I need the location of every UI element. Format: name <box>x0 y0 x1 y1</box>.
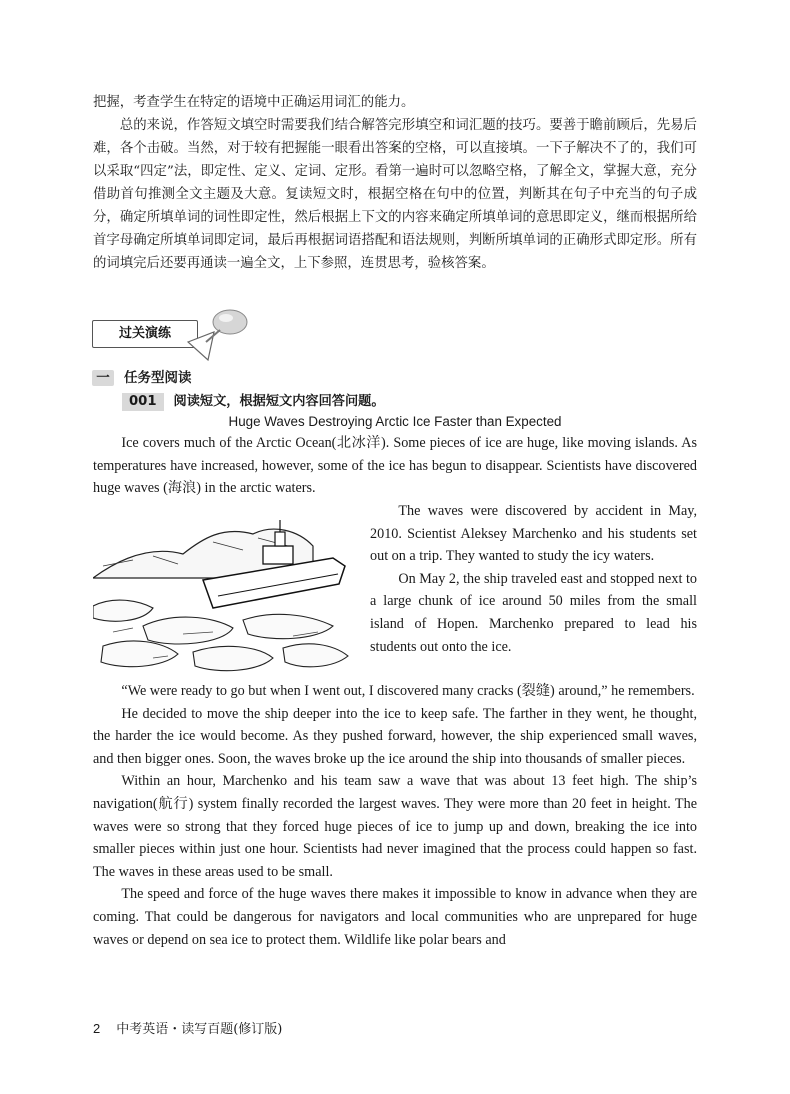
article-paragraph-3: On May 2, the ship traveled east and stopped next to a large chunk of ice around 50 miles from the small island of Hopen. Marchenko prepared to lead his students out onto the ice. <box>370 570 697 655</box>
article-paragraph-6: Within an hour, Marchenko and his team saw a wave that was about 13 feet high. The ship’s navigation(航行) system finally recorded the largest waves. They were more than 20 feet in height. The waves were so strong that they forced huge pieces of ice to jump up and down, breaking the ice into smaller pieces within just one hour. Scientists had never imagined that the process could happen so fast. The waves in these areas used to be small. <box>93 773 697 880</box>
intro-text <box>93 91 697 275</box>
page-footer <box>93 1018 282 1037</box>
section-banner <box>92 302 252 362</box>
pushpin-icon <box>184 302 254 362</box>
article-paragraph-7: The speed and force of the huge waves there makes it impossible to know in advance when they are coming. That could be dangerous for navigators and local communities who are unprepared for huge waves or depend on sea ice to protect them. Wildlife like polar bears and <box>93 886 697 948</box>
task-mark: 一 <box>92 370 114 386</box>
article-main-column <box>93 680 697 951</box>
section-banner-label: 过关演练 <box>92 320 198 348</box>
page-number: 2 <box>93 1021 101 1036</box>
intro-paragraph-2: 总的来说，作答短文填空时需要我们结合解答完形填空和词汇题的技巧。要善于瞻前顾后，先易后难，各个击破。当然，对于较有把握能一眼看出答案的空格，可以直接填。一下子解决不了的，我们可以采取“四定”法，即定性、定义、定词、定形。看第一遍时可以忽略空格，了解全文，掌握大意，充分借助首句推测全文主题及大意。复读短文时，根据空格在句中的位置，判断其在句子中充当的句子成分，确定所填单词的词性即定性，然后根据上下文的内容来确定所填单词的意思即定义，继而根据所给首字母确定所填单词即定词，最后再根据词语搭配和语法规则，判断所填单词的正确形式即定形。所有的词填完后还要再通读一遍全文，上下参照，连贯思考，验核答案。 <box>93 118 697 271</box>
task-heading <box>92 366 192 386</box>
article-side-column <box>370 500 697 658</box>
article-paragraph-5: He decided to move the ship deeper into the ice to keep safe. The farther in they went, he thought, the harder the ice would become. As they pushed forward, however, the ship experienced small waves, and then bigger ones. Soon, the waves broke up the ice around the ship into thousands of smaller pieces. <box>93 705 697 767</box>
article-title: Huge Waves Destroying Arctic Ice Faster than Expected <box>228 414 562 429</box>
exercise-instruction: 阅读短文，根据短文内容回答问题。 <box>173 394 385 409</box>
article-paragraph-1: Ice covers much of the Arctic Ocean(北冰洋). Some pieces of ice are huge, like moving islands. As temperatures have increased, however, some of the ice has begun to disappear. Scientists have discovered huge waves (海浪) in the arctic waters. <box>93 435 697 497</box>
article-paragraph-1-wrap <box>93 432 697 500</box>
article-paragraph-2: The waves were discovered by accident in May, 2010. Scientist Aleksey Marchenko and his students set out on a trip. They wanted to study the icy waters. <box>370 503 697 565</box>
exercise-number: 001 <box>122 393 164 411</box>
article-paragraph-4: “We were ready to go but when I went out, I discovered many cracks (裂缝) around,” he remembers. <box>121 683 695 699</box>
exercise-instruction-line <box>122 390 385 411</box>
intro-paragraph-1: 把握，考查学生在特定的语境中正确运用词汇的能力。 <box>93 95 415 110</box>
task-label: 任务型阅读 <box>124 370 192 386</box>
ship-in-ice-illustration <box>93 516 351 676</box>
book-title: 中考英语・读写百题(修订版) <box>116 1022 283 1037</box>
